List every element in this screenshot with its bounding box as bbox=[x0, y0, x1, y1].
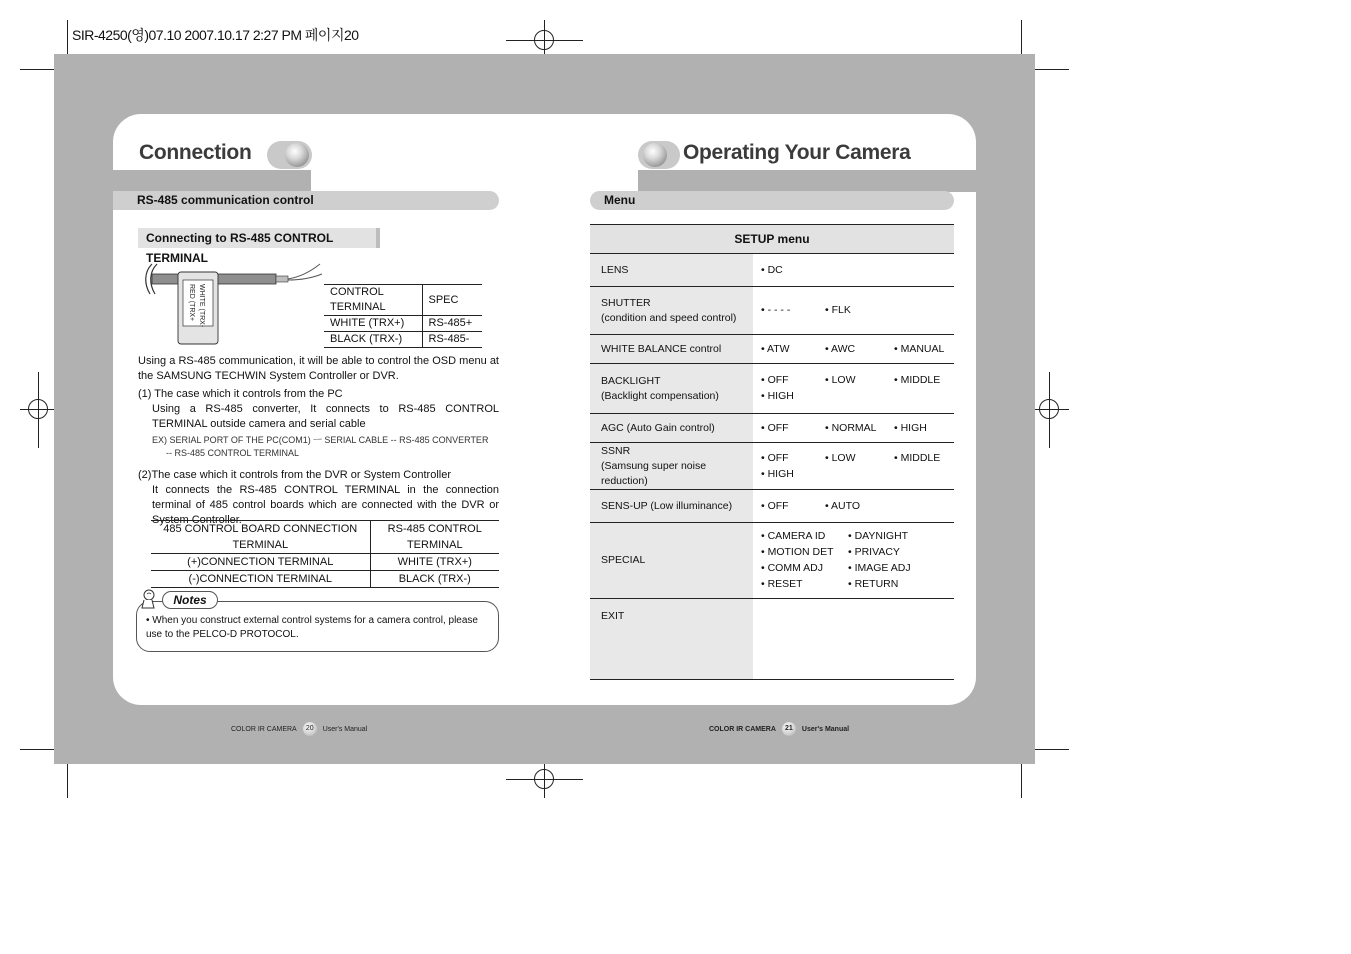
setup-menu-table bbox=[590, 224, 954, 680]
menu-option: • MOTION DET bbox=[761, 546, 834, 558]
menu-option: • PRIVACY bbox=[848, 546, 900, 558]
cable-label-white: WHITE (TRX- bbox=[198, 284, 205, 328]
menu-label bbox=[590, 443, 753, 490]
menu-options bbox=[753, 335, 954, 364]
menu-option: • IMAGE ADJ bbox=[848, 562, 911, 574]
table-row bbox=[324, 316, 482, 332]
table-cell: BLACK (TRX-) bbox=[370, 571, 499, 588]
menu-option: • RETURN bbox=[848, 578, 899, 590]
table-cell: RS-485+ bbox=[422, 316, 482, 332]
page-title-connection: Connection bbox=[139, 141, 252, 164]
page-title-operating: Operating Your Camera bbox=[683, 141, 911, 164]
case1-example: EX) SERIAL PORT OF THE PC(COM1) ㅡ SERIAL CABLE -- RS-485 CONVERTER bbox=[152, 435, 489, 445]
menu-options bbox=[753, 490, 954, 523]
menu-option: • DAYNIGHT bbox=[848, 530, 909, 542]
title-band-left bbox=[113, 170, 311, 192]
case2-body: It connects the RS-485 CONTROL TERMINAL in the connection terminal of 485 control boards which are connected with the DVR or System Controller. bbox=[152, 484, 499, 526]
table-cell: (+)CONNECTION TERMINAL bbox=[151, 554, 370, 571]
menu-label: LENS bbox=[590, 254, 753, 287]
menu-option: • MANUAL bbox=[894, 342, 945, 355]
menu-label: WHITE BALANCE control bbox=[590, 335, 753, 364]
connecting-tag: Connecting to RS-485 CONTROL TERMINAL bbox=[138, 228, 380, 248]
menu-row-special bbox=[590, 523, 954, 599]
menu-option: • AUTO bbox=[825, 499, 860, 512]
page-number: 20 bbox=[303, 722, 317, 736]
table-cell: SPEC bbox=[422, 285, 482, 316]
table-row bbox=[324, 332, 482, 348]
menu-options bbox=[753, 443, 954, 490]
table-cell: RS-485 CONTROL TERMINAL bbox=[370, 521, 499, 554]
table-row bbox=[151, 571, 499, 588]
table-cell: WHITE (TRX+) bbox=[324, 316, 422, 332]
menu-option: • OFF bbox=[761, 499, 789, 512]
table-cell: WHITE (TRX+) bbox=[370, 554, 499, 571]
print-header: SIR-4250(영)07.10 2007.10.17 2:27 PM 페이지20 bbox=[72, 27, 359, 43]
table-cell: 485 CONTROL BOARD CONNECTION TERMINAL bbox=[151, 521, 370, 554]
footer-product: COLOR IR CAMERA bbox=[231, 725, 297, 733]
setup-menu-title: SETUP menu bbox=[590, 225, 954, 254]
menu-options bbox=[753, 523, 954, 599]
menu-option: • MIDDLE bbox=[894, 374, 941, 386]
table-header-row bbox=[590, 225, 954, 254]
table-cell: RS-485- bbox=[422, 332, 482, 348]
footer-right bbox=[709, 722, 849, 736]
notes-label: Notes bbox=[162, 591, 218, 609]
menu-option: • RESET bbox=[761, 578, 803, 590]
menu-row-white-balance bbox=[590, 335, 954, 364]
menu-options bbox=[753, 287, 954, 335]
menu-option: • FLK bbox=[825, 304, 851, 316]
menu-label-sub: (Backlight compensation) bbox=[601, 389, 719, 402]
menu-option: • OFF bbox=[761, 374, 789, 386]
table-row bbox=[151, 554, 499, 571]
menu-option: • CAMERA ID bbox=[761, 530, 826, 542]
menu-row-ssnr bbox=[590, 443, 954, 490]
menu-option: • OFF bbox=[761, 451, 789, 464]
menu-options bbox=[753, 254, 954, 287]
menu-row-backlight bbox=[590, 364, 954, 414]
menu-label-main: BACKLIGHT bbox=[601, 374, 661, 387]
footer-manual: User's Manual bbox=[322, 725, 368, 733]
menu-label-main: SHUTTER bbox=[601, 296, 651, 309]
spec-table bbox=[324, 284, 482, 348]
cable-label-red: RED (TRX+ bbox=[188, 284, 195, 322]
menu-option: • OFF bbox=[761, 421, 789, 434]
subsection-menu: Menu bbox=[590, 191, 954, 210]
menu-option: • DC bbox=[761, 263, 783, 276]
menu-row-shutter bbox=[590, 287, 954, 335]
footer-left bbox=[231, 722, 367, 736]
menu-label: SPECIAL bbox=[590, 523, 753, 599]
title-band-right bbox=[638, 170, 976, 192]
menu-label bbox=[590, 364, 753, 414]
table-row bbox=[151, 521, 499, 554]
case1-body: Using a RS-485 converter, It connects to RS-485 CONTROL TERMINAL outside camera and serial cable bbox=[152, 403, 499, 430]
menu-option: • ATW bbox=[761, 342, 790, 355]
menu-options bbox=[753, 414, 954, 443]
menu-label-main: SSNR bbox=[601, 444, 631, 457]
menu-option: • LOW bbox=[825, 374, 856, 386]
menu-label-sub: (Samsung super noise reduction) bbox=[601, 459, 707, 487]
notes-text: • When you construct external control systems for a camera control, please use to the PELCO-D PROTOCOL. bbox=[146, 615, 478, 640]
menu-label bbox=[590, 287, 753, 335]
menu-option: • - - - - bbox=[761, 304, 791, 316]
menu-row-lens bbox=[590, 254, 954, 287]
title-ball-right bbox=[643, 143, 667, 167]
table-row bbox=[324, 285, 482, 316]
menu-options bbox=[753, 364, 954, 414]
menu-label: AGC (Auto Gain control) bbox=[590, 414, 753, 443]
menu-option: • LOW bbox=[825, 451, 856, 464]
footer-manual: User's Manual bbox=[801, 725, 850, 733]
menu-option: • MIDDLE bbox=[894, 451, 941, 464]
page-number: 21 bbox=[782, 722, 796, 736]
intro-paragraph: Using a RS-485 communication, it will be able to control the OSD menu at the SAMSUNG TECHWIN System Controller or DVR. bbox=[138, 355, 499, 382]
cable-diagram bbox=[138, 258, 328, 348]
table-cell: (-)CONNECTION TERMINAL bbox=[151, 571, 370, 588]
menu-option: • NORMAL bbox=[825, 421, 877, 434]
case2-title: (2)The case which it controls from the DVR or System Controller bbox=[138, 469, 451, 481]
menu-row-sens-up bbox=[590, 490, 954, 523]
menu-option: • COMM ADJ bbox=[761, 562, 824, 574]
title-ball-left bbox=[285, 143, 309, 167]
menu-label: SENS-UP (Low illuminance) bbox=[590, 490, 753, 523]
menu-options bbox=[753, 599, 954, 680]
menu-option: • HIGH bbox=[761, 390, 794, 402]
table-cell: CONTROL TERMINAL bbox=[324, 285, 422, 316]
subsection-rs485: RS-485 communication control bbox=[113, 191, 499, 210]
menu-row-agc bbox=[590, 414, 954, 443]
menu-option: • HIGH bbox=[761, 467, 794, 480]
table-cell: BLACK (TRX-) bbox=[324, 332, 422, 348]
menu-label-sub: (condition and speed control) bbox=[601, 311, 737, 324]
notes-icon bbox=[138, 588, 160, 612]
menu-option: • HIGH bbox=[894, 421, 927, 434]
connection-table bbox=[151, 520, 499, 588]
footer-product: COLOR IR CAMERA bbox=[709, 725, 776, 733]
menu-label: EXIT bbox=[590, 599, 753, 680]
menu-row-exit bbox=[590, 599, 954, 680]
case1-example-cont: -- RS-485 CONTROL TERMINAL bbox=[166, 448, 300, 458]
menu-option: • AWC bbox=[825, 342, 856, 355]
case1-title: (1) The case which it controls from the PC bbox=[138, 388, 343, 400]
